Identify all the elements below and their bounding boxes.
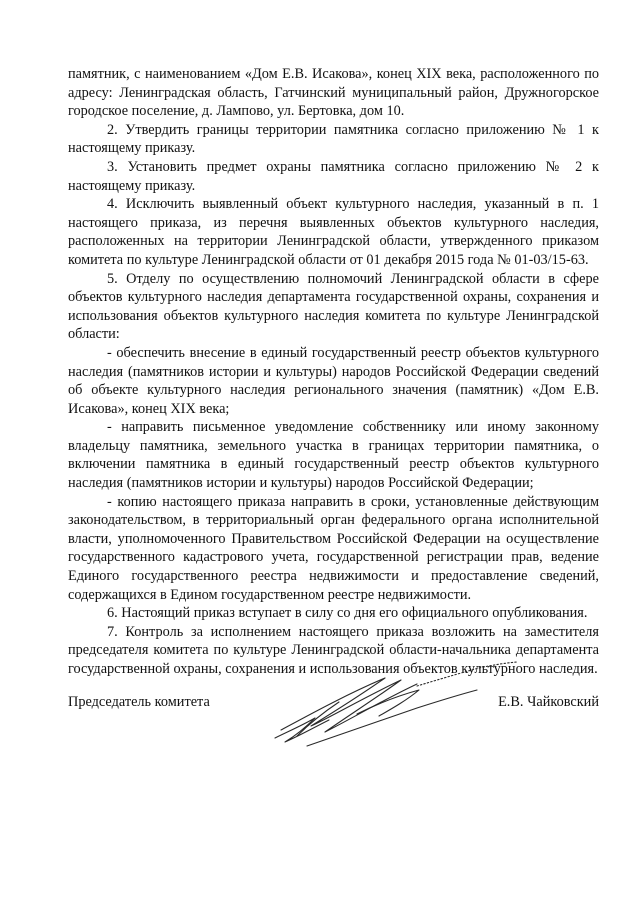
paragraph-item-6: 6. Настоящий приказ вступает в силу со дня его официального опубликования. [107, 605, 588, 622]
document-body [68, 65, 599, 679]
signer-name: Е.В. Чайковский [498, 694, 599, 710]
signer-title: Председатель комитета [68, 694, 210, 710]
paragraph-continuation: памятник, с наименованием «Дом Е.В. Исакова», конец XIX века, расположенного по адресу: Ленинградская область, Гатчинский муниципальный район, Дружногорское городское поселение, д. Лампово, ул. Бертовка, дом 10. [68, 66, 599, 120]
signature-block [68, 686, 599, 806]
paragraph-item-5: 5. Отделу по осуществлению полномочий Ленинградской области в сфере объектов культурного наследия департамента государственной охраны, сохранения и использования объектов культурного наследия комитета по культуре Ленинградской области: [68, 270, 599, 343]
paragraph-item-7: 7. Контроль за исполнением настоящего приказа возложить на заместителя председателя комитета по культуре Ленинградской области-начальника департамента государственной охраны, сохранения и использования объектов культурного наследия. [68, 623, 599, 677]
paragraph-item-5-bullet-1: - обеспечить внесение в единый государственный реестр объектов культурного наследия (памятников истории и культуры) народов Российской Федерации сведений об объекте культурного наследия регионального значения (памятник) «Дом Е.В. Исакова», конец XIX века; [68, 344, 599, 417]
paragraph-item-2: 2. Утвердить границы территории памятника согласно приложению № 1 к настоящему приказу. [68, 121, 599, 157]
paragraph-item-3: 3. Установить предмет охраны памятника согласно приложению № 2 к настоящему приказу. [68, 158, 599, 194]
handwritten-signature [267, 656, 527, 756]
paragraph-item-5-bullet-3: - копию настоящего приказа направить в сроки, установленные действующим законодательством, в территориальный орган федерального органа исполнительной власти, уполномоченного Правительством Российской Федерации на осуществление государственного кадастрового учета, государственной регистрации прав, ведение Единого государственного реестра недвижимости и предоставление сведений, содержащихся в Едином государственном реестре недвижимости. [68, 493, 599, 603]
paragraph-item-5-bullet-2: - направить письменное уведомление собственнику или иному законному владельцу памятника, земельного участка в границах территории памятника, о включении памятника в единый государственный реестр объектов культурного наследия (памятников истории и культуры) народов Российской Федерации; [68, 419, 599, 492]
paragraph-item-4: 4. Исключить выявленный объект культурного наследия, указанный в п. 1 настоящего приказа, из перечня выявленных объектов культурного наследия, расположенных на территории Ленинградской области, утвержденного приказом комитета по культуре Ленинградской области от 01 декабря 2015 года № 01-03/15-63. [68, 196, 599, 268]
